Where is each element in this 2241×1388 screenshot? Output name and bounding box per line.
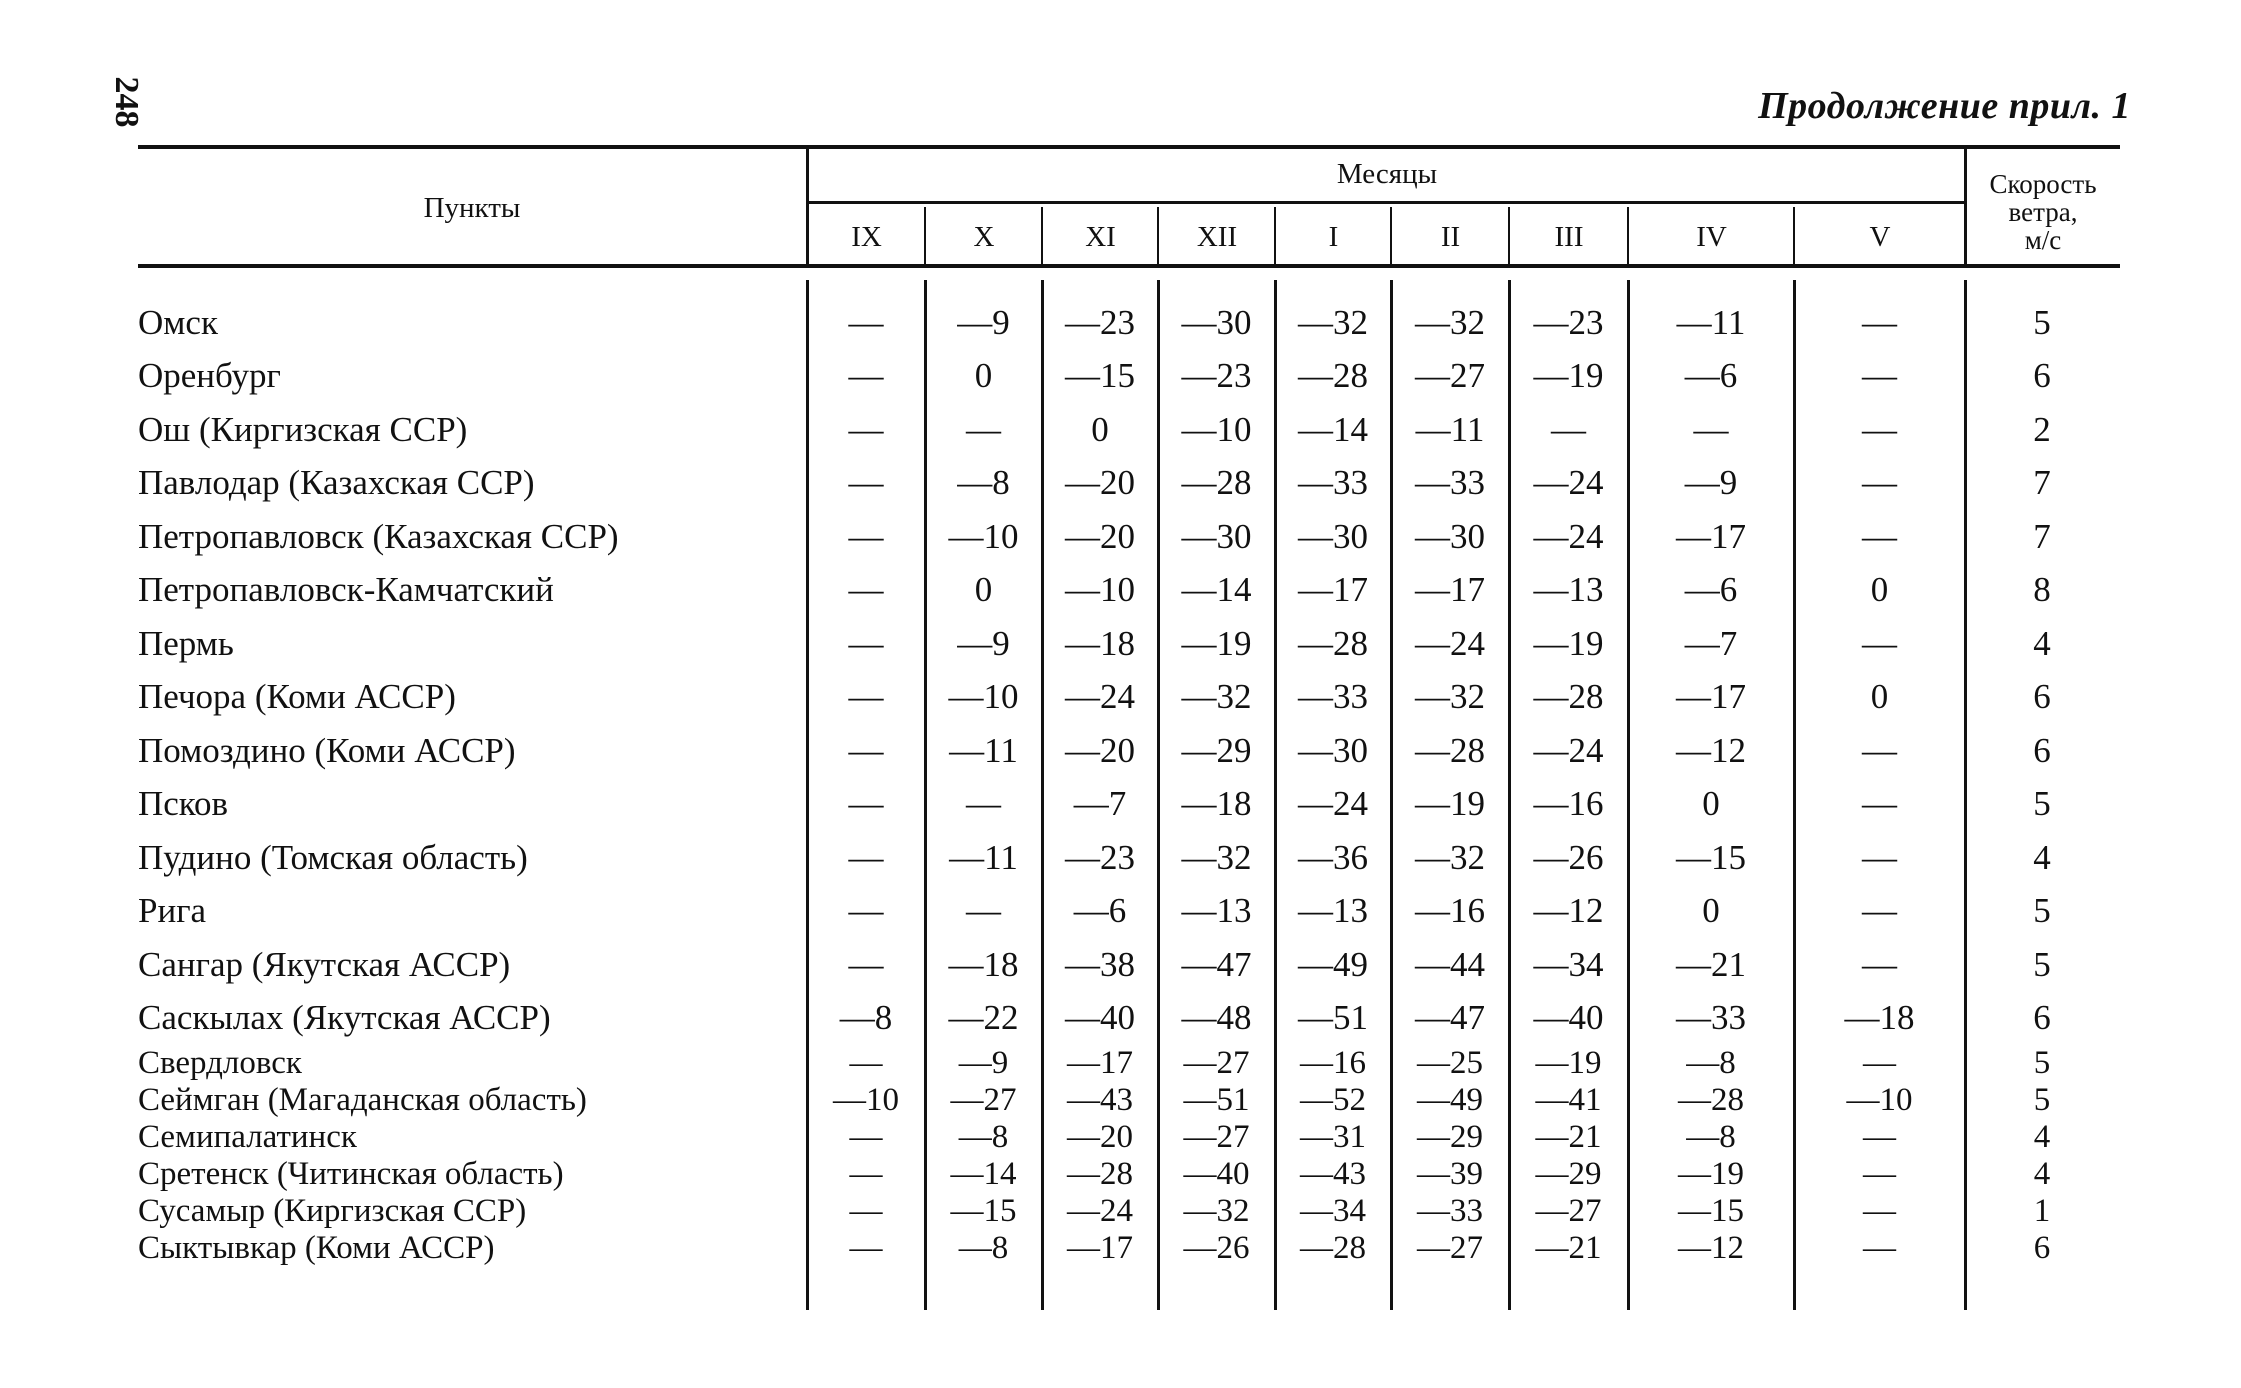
value-cell: —32 xyxy=(1415,837,1485,877)
value-cell: —26 xyxy=(1533,837,1604,877)
value-cell: —27 xyxy=(1183,1045,1250,1081)
value-cell: —7 xyxy=(1073,784,1127,824)
point-name-cell: Сыктывкар (Коми АССР) xyxy=(138,1230,495,1266)
value-cell: — xyxy=(966,891,1001,931)
value-cell: — xyxy=(1863,1156,1896,1192)
value-cell: —16 xyxy=(1415,891,1485,931)
value-cell: 4 xyxy=(2033,1156,2051,1192)
value-cell: 6 xyxy=(2033,356,2051,396)
value-cell: —28 xyxy=(1298,623,1368,663)
value-cell: —21 xyxy=(1535,1230,1602,1266)
value-cell: —32 xyxy=(1298,302,1368,342)
value-cell: —29 xyxy=(1535,1156,1602,1192)
value-cell: —11 xyxy=(1415,409,1485,449)
value-cell: —27 xyxy=(1417,1230,1483,1266)
value-cell: —32 xyxy=(1415,302,1485,342)
value-cell: —29 xyxy=(1417,1119,1483,1155)
value-cell: —23 xyxy=(1533,302,1604,342)
value-cell: —10 xyxy=(1846,1082,1913,1118)
header-points: Пункты xyxy=(423,192,521,224)
value-cell: —43 xyxy=(1067,1082,1133,1118)
value-cell: — xyxy=(1862,944,1897,984)
value-cell: 5 xyxy=(2033,1045,2051,1081)
value-cell: —7 xyxy=(1684,623,1738,663)
value-cell: 0 xyxy=(1091,409,1109,449)
header-month-ii: II xyxy=(1440,221,1461,253)
value-cell: — xyxy=(848,730,884,770)
value-cell: — xyxy=(1863,1193,1896,1229)
value-cell: —19 xyxy=(1415,784,1485,824)
value-cell: —14 xyxy=(950,1156,1017,1192)
value-cell: 4 xyxy=(2033,837,2051,877)
months-underline xyxy=(808,201,1966,204)
value-cell: —14 xyxy=(1181,570,1252,610)
value-cell: — xyxy=(848,463,884,503)
value-cell: — xyxy=(1862,516,1897,556)
value-cell: 6 xyxy=(2033,677,2051,717)
value-cell: —28 xyxy=(1300,1230,1366,1266)
value-cell: 6 xyxy=(2033,998,2051,1038)
table-row xyxy=(138,778,2119,832)
value-cell: — xyxy=(848,784,884,824)
value-cell: 8 xyxy=(2033,570,2051,610)
data-table xyxy=(138,296,2119,1267)
value-cell: —41 xyxy=(1535,1082,1602,1118)
value-cell: —33 xyxy=(1415,463,1485,503)
value-cell: —10 xyxy=(1181,409,1252,449)
value-cell: —21 xyxy=(1535,1119,1602,1155)
value-cell: —30 xyxy=(1298,516,1368,556)
value-cell: —28 xyxy=(1067,1156,1133,1192)
value-cell: —47 xyxy=(1181,944,1252,984)
value-cell: — xyxy=(849,1045,883,1081)
value-cell: —47 xyxy=(1415,998,1485,1038)
value-cell: —6 xyxy=(1684,570,1738,610)
value-cell: —9 xyxy=(958,1045,1009,1081)
value-cell: —27 xyxy=(1183,1119,1250,1155)
value-cell: — xyxy=(1862,784,1897,824)
point-name-cell: Пермь xyxy=(138,623,234,663)
value-cell: 2 xyxy=(2033,409,2051,449)
value-cell: —16 xyxy=(1300,1045,1366,1081)
header-month-xi: XI xyxy=(1085,221,1116,253)
value-cell: —28 xyxy=(1181,463,1252,503)
value-cell: — xyxy=(849,1230,883,1266)
value-cell: —14 xyxy=(1298,409,1368,449)
value-cell: 0 xyxy=(974,356,993,396)
header-month-x: X xyxy=(973,221,995,253)
value-cell: —16 xyxy=(1533,784,1604,824)
point-name-cell: Саскылах (Якутская АССР) xyxy=(138,998,551,1038)
value-cell: —9 xyxy=(957,623,1010,663)
table-row xyxy=(138,510,2119,564)
value-cell: —24 xyxy=(1533,463,1604,503)
value-cell: —24 xyxy=(1533,516,1604,556)
table-row xyxy=(138,992,2119,1046)
table-row xyxy=(138,1230,2119,1267)
value-cell: —49 xyxy=(1298,944,1368,984)
value-cell: —10 xyxy=(948,677,1019,717)
value-cell: —30 xyxy=(1298,730,1368,770)
value-cell: —17 xyxy=(1067,1230,1133,1266)
value-cell: — xyxy=(966,784,1001,824)
table-row xyxy=(138,1045,2119,1082)
value-cell: —15 xyxy=(1678,1193,1744,1229)
value-cell: — xyxy=(1862,356,1897,396)
value-cell: 5 xyxy=(2033,1082,2051,1118)
header-month-iv: IV xyxy=(1696,221,1727,253)
value-cell: —8 xyxy=(839,998,893,1038)
point-name-cell: Сеймган (Магаданская область) xyxy=(138,1082,587,1118)
value-cell: — xyxy=(1862,730,1897,770)
value-cell: —15 xyxy=(950,1193,1017,1229)
value-cell: —28 xyxy=(1415,730,1485,770)
value-cell: — xyxy=(848,302,884,342)
value-cell: —8 xyxy=(1686,1045,1736,1081)
value-cell: 5 xyxy=(2033,891,2051,931)
value-cell: —24 xyxy=(1065,677,1135,717)
value-cell: —33 xyxy=(1676,998,1746,1038)
value-cell: 5 xyxy=(2033,784,2051,824)
value-cell: 4 xyxy=(2033,1119,2051,1155)
value-cell: —18 xyxy=(1065,623,1135,663)
value-cell: —20 xyxy=(1067,1119,1133,1155)
value-cell: 5 xyxy=(2033,944,2051,984)
header-month-ix: IX xyxy=(851,221,882,253)
point-name-cell: Помоздино (Коми АССР) xyxy=(138,730,516,770)
table-row xyxy=(138,617,2119,671)
value-cell: —17 xyxy=(1067,1045,1133,1081)
value-cell: — xyxy=(966,409,1001,449)
value-cell: —12 xyxy=(1676,730,1746,770)
value-cell: —34 xyxy=(1533,944,1604,984)
table-top-rule xyxy=(138,145,2120,149)
value-cell: — xyxy=(1862,302,1897,342)
value-cell: —26 xyxy=(1183,1230,1250,1266)
value-cell: 0 xyxy=(1702,891,1720,931)
value-cell: —17 xyxy=(1415,570,1485,610)
value-cell: —28 xyxy=(1678,1082,1744,1118)
value-cell: —33 xyxy=(1417,1193,1483,1229)
value-cell: —23 xyxy=(1065,302,1135,342)
header-wind-speed xyxy=(1966,170,2120,254)
table-row xyxy=(138,457,2119,511)
point-name-cell: Омск xyxy=(138,302,218,342)
page-number: 248 xyxy=(108,76,145,128)
value-cell: 4 xyxy=(2033,623,2051,663)
value-cell: —32 xyxy=(1181,837,1252,877)
value-cell: 6 xyxy=(2033,730,2051,770)
value-cell: —32 xyxy=(1183,1193,1250,1229)
value-cell: — xyxy=(1693,409,1729,449)
value-cell: —11 xyxy=(949,837,1018,877)
value-cell: —38 xyxy=(1065,944,1135,984)
value-cell: —30 xyxy=(1181,516,1252,556)
point-name-cell: Псков xyxy=(138,784,229,824)
value-cell: —40 xyxy=(1065,998,1135,1038)
value-cell: —24 xyxy=(1533,730,1604,770)
value-cell: —17 xyxy=(1676,516,1746,556)
table-row xyxy=(138,938,2119,992)
header-wind-line-1: Скорость xyxy=(1989,169,2097,199)
table-row xyxy=(138,403,2119,457)
value-cell: —19 xyxy=(1678,1156,1744,1192)
value-cell: —20 xyxy=(1065,516,1135,556)
value-cell: —24 xyxy=(1067,1193,1133,1229)
table-row xyxy=(138,885,2119,939)
table-row xyxy=(138,350,2119,404)
value-cell: —19 xyxy=(1533,356,1604,396)
value-cell: —25 xyxy=(1417,1045,1483,1081)
value-cell: —13 xyxy=(1181,891,1252,931)
header-month-xii: XII xyxy=(1196,221,1238,253)
value-cell: — xyxy=(848,356,884,396)
value-cell: —20 xyxy=(1065,730,1135,770)
value-cell: — xyxy=(848,409,884,449)
value-cell: —51 xyxy=(1183,1082,1250,1118)
value-cell: —13 xyxy=(1533,570,1604,610)
value-cell: —52 xyxy=(1300,1082,1366,1118)
value-cell: — xyxy=(849,1119,883,1155)
value-cell: —33 xyxy=(1298,463,1368,503)
header-wind-line-3: м/с xyxy=(2024,225,2062,255)
header-wind-line-2: ветра, xyxy=(2008,197,2078,227)
table-row xyxy=(138,724,2119,778)
value-cell: —34 xyxy=(1300,1193,1366,1229)
value-cell: —24 xyxy=(1298,784,1368,824)
point-name-cell: Рига xyxy=(138,891,207,931)
value-cell: — xyxy=(849,1156,883,1192)
value-cell: —12 xyxy=(1678,1230,1744,1266)
value-cell: —40 xyxy=(1183,1156,1250,1192)
value-cell: —18 xyxy=(1181,784,1252,824)
value-cell: —10 xyxy=(1065,570,1135,610)
value-cell: —27 xyxy=(1535,1193,1602,1229)
header-bottom-rule xyxy=(138,264,2120,268)
point-name-cell: Ош (Киргизская ССР) xyxy=(138,409,468,449)
point-name-cell: Печора (Коми АССР) xyxy=(138,677,456,717)
value-cell: 6 xyxy=(2033,1230,2051,1266)
table-row xyxy=(138,296,2119,350)
value-cell: 0 xyxy=(1870,570,1889,610)
value-cell: —8 xyxy=(958,1119,1009,1155)
point-name-cell: Сретенск (Читинская область) xyxy=(138,1156,564,1192)
point-name-cell: Петропавловск (Казахская ССР) xyxy=(138,516,619,556)
value-cell: — xyxy=(1862,623,1897,663)
value-cell: —51 xyxy=(1298,998,1368,1038)
value-cell: —13 xyxy=(1298,891,1368,931)
value-cell: — xyxy=(1551,409,1586,449)
value-cell: —10 xyxy=(833,1082,899,1118)
value-cell: —9 xyxy=(957,302,1010,342)
value-cell: —30 xyxy=(1415,516,1485,556)
header-month-iii: III xyxy=(1554,221,1584,253)
value-cell: —19 xyxy=(1181,623,1252,663)
value-cell: —18 xyxy=(1844,998,1915,1038)
header-month-i: I xyxy=(1328,221,1339,253)
point-name-cell: Семипалатинск xyxy=(138,1119,357,1155)
value-cell: 1 xyxy=(2033,1193,2051,1229)
value-cell: —6 xyxy=(1684,356,1738,396)
value-cell: — xyxy=(848,837,884,877)
point-name-cell: Петропавловск-Камчатский xyxy=(138,570,554,610)
value-cell: —8 xyxy=(958,1230,1009,1266)
value-cell: —30 xyxy=(1181,302,1252,342)
value-cell: — xyxy=(1862,409,1897,449)
value-cell: 7 xyxy=(2033,463,2051,503)
point-name-cell: Сусамыр (Киргизская ССР) xyxy=(138,1193,527,1229)
value-cell: —32 xyxy=(1181,677,1252,717)
table-row xyxy=(138,1193,2119,1230)
value-cell: 7 xyxy=(2033,516,2051,556)
value-cell: — xyxy=(848,623,884,663)
value-cell: —9 xyxy=(1684,463,1738,503)
value-cell: —17 xyxy=(1298,570,1368,610)
value-cell: —23 xyxy=(1065,837,1135,877)
value-cell: —15 xyxy=(1676,837,1746,877)
value-cell: — xyxy=(1862,891,1897,931)
value-cell: —20 xyxy=(1065,463,1135,503)
table-row xyxy=(138,1156,2119,1193)
value-cell: —12 xyxy=(1533,891,1604,931)
value-cell: —8 xyxy=(1686,1119,1736,1155)
value-cell: — xyxy=(848,516,884,556)
value-cell: —18 xyxy=(948,944,1019,984)
value-cell: —36 xyxy=(1298,837,1368,877)
value-cell: — xyxy=(1863,1045,1896,1081)
value-cell: — xyxy=(848,944,884,984)
value-cell: —44 xyxy=(1415,944,1485,984)
value-cell: —33 xyxy=(1298,677,1368,717)
continuation-title: Продолжение прил. 1 xyxy=(1758,85,2131,127)
table-row xyxy=(138,671,2119,725)
value-cell: —21 xyxy=(1676,944,1746,984)
point-name-cell: Павлодар (Казахская ССР) xyxy=(138,463,535,503)
value-cell: —43 xyxy=(1300,1156,1366,1192)
value-cell: 0 xyxy=(974,570,993,610)
value-cell: —6 xyxy=(1073,891,1127,931)
point-name-cell: Сангар (Якутская АССР) xyxy=(138,944,511,984)
value-cell: —29 xyxy=(1181,730,1252,770)
value-cell: — xyxy=(1863,1230,1896,1266)
header-months: Месяцы xyxy=(1336,158,1438,190)
value-cell: — xyxy=(848,570,884,610)
value-cell: — xyxy=(1862,463,1897,503)
value-cell: 5 xyxy=(2033,302,2051,342)
value-cell: —27 xyxy=(950,1082,1017,1118)
value-cell: —31 xyxy=(1300,1119,1366,1155)
value-cell: —19 xyxy=(1533,623,1604,663)
value-cell: — xyxy=(1862,837,1897,877)
value-cell: —19 xyxy=(1535,1045,1602,1081)
value-cell: — xyxy=(848,891,884,931)
value-cell: — xyxy=(1863,1119,1896,1155)
value-cell: —24 xyxy=(1415,623,1485,663)
value-cell: —11 xyxy=(1676,302,1746,342)
value-cell: —17 xyxy=(1676,677,1746,717)
table-row xyxy=(138,564,2119,618)
value-cell: —10 xyxy=(948,516,1019,556)
value-cell: —40 xyxy=(1533,998,1604,1038)
value-cell: —15 xyxy=(1065,356,1135,396)
value-cell: —28 xyxy=(1298,356,1368,396)
value-cell: —48 xyxy=(1181,998,1252,1038)
point-name-cell: Свердловск xyxy=(138,1045,302,1081)
point-name-cell: Пудино (Томская область) xyxy=(138,837,528,877)
point-name-cell: Оренбург xyxy=(138,356,281,396)
table-row xyxy=(138,1119,2119,1156)
value-cell: —28 xyxy=(1533,677,1604,717)
value-cell: —39 xyxy=(1417,1156,1483,1192)
value-cell: — xyxy=(848,677,884,717)
value-cell: —27 xyxy=(1415,356,1485,396)
value-cell: 0 xyxy=(1870,677,1889,717)
value-cell: —32 xyxy=(1415,677,1485,717)
table-row xyxy=(138,831,2119,885)
value-cell: 0 xyxy=(1702,784,1720,824)
value-cell: —49 xyxy=(1417,1082,1483,1118)
value-cell: —23 xyxy=(1181,356,1252,396)
header-month-v: V xyxy=(1869,221,1891,253)
value-cell: — xyxy=(849,1193,883,1229)
value-cell: —22 xyxy=(948,998,1019,1038)
value-cell: —11 xyxy=(949,730,1018,770)
value-cell: —8 xyxy=(957,463,1010,503)
table-row xyxy=(138,1082,2119,1119)
